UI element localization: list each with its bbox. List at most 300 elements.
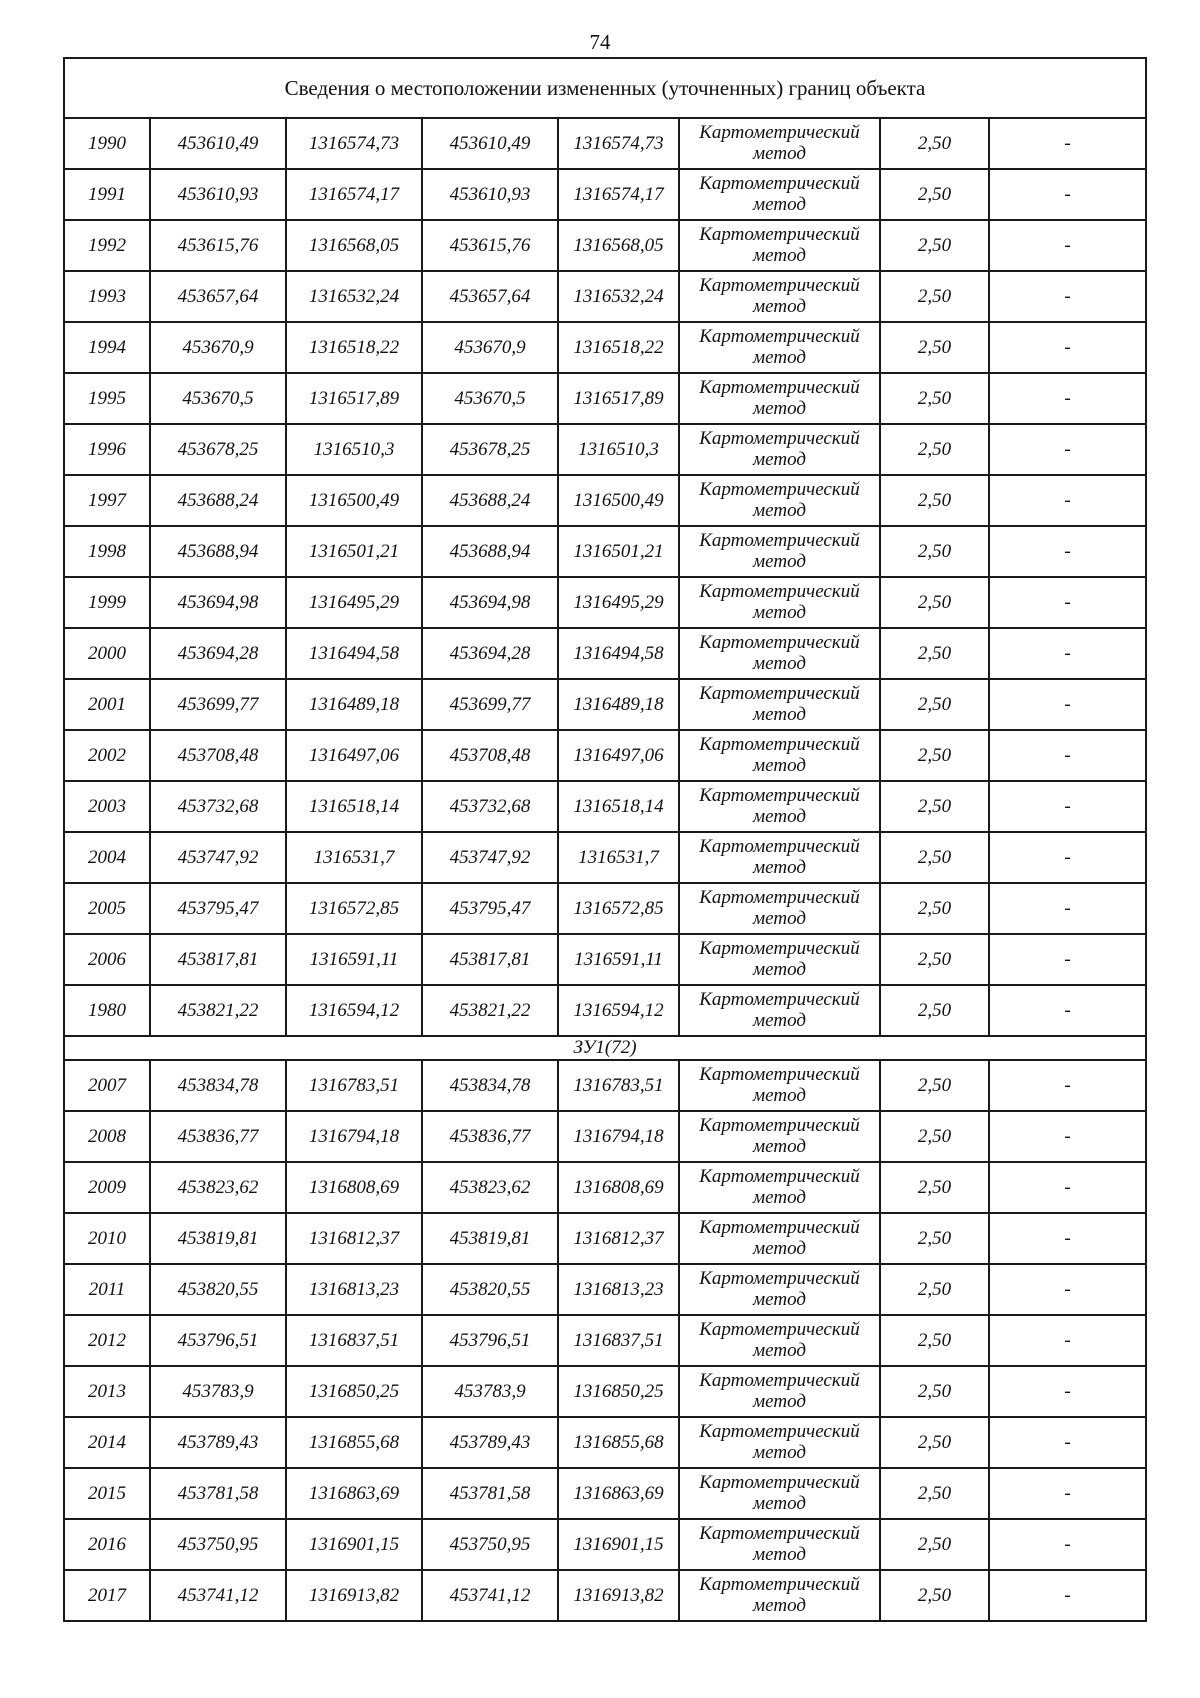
accuracy-cell: 2,50 <box>880 730 989 781</box>
method-line-2: метод <box>753 142 806 164</box>
method-line-2: метод <box>753 550 806 572</box>
point-number-cell: 2002 <box>64 730 150 781</box>
x-refined-cell: 453678,25 <box>422 424 558 475</box>
method-line-1: Картометрический <box>699 1420 860 1442</box>
method-line-2: метод <box>753 1009 806 1031</box>
method-cell <box>679 322 880 373</box>
x-refined-cell: 453750,95 <box>422 1519 558 1570</box>
x-existing-cell: 453688,94 <box>150 526 286 577</box>
method-cell <box>679 883 880 934</box>
x-refined-cell: 453610,93 <box>422 169 558 220</box>
y-refined-cell: 1316837,51 <box>558 1315 679 1366</box>
y-existing-cell: 1316568,05 <box>286 220 422 271</box>
y-existing-cell: 1316517,89 <box>286 373 422 424</box>
x-refined-cell: 453820,55 <box>422 1264 558 1315</box>
accuracy-cell: 2,50 <box>880 934 989 985</box>
x-existing-cell: 453732,68 <box>150 781 286 832</box>
note-cell: - <box>989 1366 1146 1417</box>
method-line-1: Картометрический <box>699 1471 860 1493</box>
note-cell: - <box>989 220 1146 271</box>
table-row <box>64 628 1146 679</box>
method-line-2: метод <box>753 499 806 521</box>
method-line-2: метод <box>753 448 806 470</box>
y-existing-cell: 1316594,12 <box>286 985 422 1036</box>
accuracy-cell: 2,50 <box>880 475 989 526</box>
accuracy-cell: 2,50 <box>880 679 989 730</box>
method-cell <box>679 1060 880 1111</box>
point-number-cell: 2015 <box>64 1468 150 1519</box>
x-refined-cell: 453789,43 <box>422 1417 558 1468</box>
x-refined-cell: 453821,22 <box>422 985 558 1036</box>
y-existing-cell: 1316497,06 <box>286 730 422 781</box>
note-cell: - <box>989 424 1146 475</box>
method-line-2: метод <box>753 652 806 674</box>
method-cell <box>679 1468 880 1519</box>
table-title: Сведения о местоположении измененных (уточненных) границ объекта <box>64 58 1146 118</box>
method-line-2: метод <box>753 295 806 317</box>
note-cell: - <box>989 1315 1146 1366</box>
x-refined-cell: 453708,48 <box>422 730 558 781</box>
note-cell: - <box>989 1519 1146 1570</box>
table-row <box>64 1366 1146 1417</box>
method-line-1: Картометрический <box>699 325 860 347</box>
x-refined-cell: 453670,9 <box>422 322 558 373</box>
method-line-2: метод <box>753 244 806 266</box>
method-line-1: Картометрический <box>699 1573 860 1595</box>
x-refined-cell: 453615,76 <box>422 220 558 271</box>
method-line-1: Картометрический <box>699 937 860 959</box>
y-existing-cell: 1316531,7 <box>286 832 422 883</box>
x-existing-cell: 453694,28 <box>150 628 286 679</box>
method-cell <box>679 934 880 985</box>
y-refined-cell: 1316497,06 <box>558 730 679 781</box>
x-existing-cell: 453817,81 <box>150 934 286 985</box>
table-row <box>64 781 1146 832</box>
y-existing-cell: 1316510,3 <box>286 424 422 475</box>
method-line-1: Картометрический <box>699 1267 860 1289</box>
note-cell: - <box>989 679 1146 730</box>
point-number-cell: 2008 <box>64 1111 150 1162</box>
y-refined-cell: 1316489,18 <box>558 679 679 730</box>
y-refined-cell: 1316531,7 <box>558 832 679 883</box>
point-number-cell: 1990 <box>64 118 150 169</box>
y-refined-cell: 1316518,22 <box>558 322 679 373</box>
accuracy-cell: 2,50 <box>880 781 989 832</box>
accuracy-cell: 2,50 <box>880 1315 989 1366</box>
method-cell <box>679 1570 880 1621</box>
note-cell: - <box>989 883 1146 934</box>
x-existing-cell: 453708,48 <box>150 730 286 781</box>
method-line-2: метод <box>753 1594 806 1616</box>
x-refined-cell: 453741,12 <box>422 1570 558 1621</box>
note-cell: - <box>989 271 1146 322</box>
accuracy-cell: 2,50 <box>880 169 989 220</box>
point-number-cell: 2001 <box>64 679 150 730</box>
method-line-1: Картометрический <box>699 172 860 194</box>
method-line-2: метод <box>753 1135 806 1157</box>
method-line-1: Картометрический <box>699 1369 860 1391</box>
y-existing-cell: 1316855,68 <box>286 1417 422 1468</box>
y-refined-cell: 1316568,05 <box>558 220 679 271</box>
point-number-cell: 1999 <box>64 577 150 628</box>
method-cell <box>679 1111 880 1162</box>
x-existing-cell: 453795,47 <box>150 883 286 934</box>
y-existing-cell: 1316901,15 <box>286 1519 422 1570</box>
note-cell: - <box>989 1111 1146 1162</box>
page-number: 74 <box>589 30 611 54</box>
method-line-2: метод <box>753 703 806 725</box>
method-line-2: метод <box>753 1390 806 1412</box>
note-cell: - <box>989 985 1146 1036</box>
point-number-cell: 2017 <box>64 1570 150 1621</box>
section-label: ЗУ1(72) <box>64 1036 1146 1060</box>
method-line-1: Картометрический <box>699 733 860 755</box>
y-existing-cell: 1316494,58 <box>286 628 422 679</box>
y-existing-cell: 1316863,69 <box>286 1468 422 1519</box>
note-cell: - <box>989 832 1146 883</box>
method-cell <box>679 1519 880 1570</box>
method-line-2: метод <box>753 1492 806 1514</box>
y-refined-cell: 1316574,17 <box>558 169 679 220</box>
section-header-row <box>64 1036 1146 1060</box>
x-refined-cell: 453823,62 <box>422 1162 558 1213</box>
method-cell <box>679 118 880 169</box>
y-existing-cell: 1316500,49 <box>286 475 422 526</box>
y-existing-cell: 1316913,82 <box>286 1570 422 1621</box>
point-number-cell: 1993 <box>64 271 150 322</box>
table-row <box>64 1519 1146 1570</box>
table-row <box>64 1468 1146 1519</box>
x-existing-cell: 453694,98 <box>150 577 286 628</box>
x-existing-cell: 453747,92 <box>150 832 286 883</box>
note-cell: - <box>989 628 1146 679</box>
accuracy-cell: 2,50 <box>880 1111 989 1162</box>
note-cell: - <box>989 577 1146 628</box>
method-line-1: Картометрический <box>699 1318 860 1340</box>
x-refined-cell: 453796,51 <box>422 1315 558 1366</box>
note-cell: - <box>989 934 1146 985</box>
y-refined-cell: 1316850,25 <box>558 1366 679 1417</box>
accuracy-cell: 2,50 <box>880 832 989 883</box>
y-refined-cell: 1316783,51 <box>558 1060 679 1111</box>
x-refined-cell: 453836,77 <box>422 1111 558 1162</box>
x-refined-cell: 453688,94 <box>422 526 558 577</box>
table-row <box>64 526 1146 577</box>
y-refined-cell: 1316572,85 <box>558 883 679 934</box>
y-existing-cell: 1316574,17 <box>286 169 422 220</box>
accuracy-cell: 2,50 <box>880 1417 989 1468</box>
table-row <box>64 1264 1146 1315</box>
x-existing-cell: 453834,78 <box>150 1060 286 1111</box>
method-line-1: Картометрический <box>699 376 860 398</box>
table-body <box>64 58 1146 1621</box>
method-line-1: Картометрический <box>699 1165 860 1187</box>
method-cell <box>679 577 880 628</box>
method-line-1: Картометрический <box>699 1216 860 1238</box>
point-number-cell: 1980 <box>64 985 150 1036</box>
x-refined-cell: 453688,24 <box>422 475 558 526</box>
note-cell: - <box>989 1468 1146 1519</box>
y-existing-cell: 1316501,21 <box>286 526 422 577</box>
accuracy-cell: 2,50 <box>880 1519 989 1570</box>
point-number-cell: 1992 <box>64 220 150 271</box>
y-existing-cell: 1316518,14 <box>286 781 422 832</box>
x-existing-cell: 453610,49 <box>150 118 286 169</box>
table-row <box>64 169 1146 220</box>
x-existing-cell: 453670,9 <box>150 322 286 373</box>
method-cell <box>679 1366 880 1417</box>
method-cell <box>679 985 880 1036</box>
method-line-1: Картометрический <box>699 223 860 245</box>
accuracy-cell: 2,50 <box>880 1468 989 1519</box>
x-existing-cell: 453783,9 <box>150 1366 286 1417</box>
method-line-1: Картометрический <box>699 121 860 143</box>
x-existing-cell: 453781,58 <box>150 1468 286 1519</box>
x-existing-cell: 453657,64 <box>150 271 286 322</box>
x-existing-cell: 453836,77 <box>150 1111 286 1162</box>
table-row <box>64 1570 1146 1621</box>
y-refined-cell: 1316808,69 <box>558 1162 679 1213</box>
note-cell: - <box>989 526 1146 577</box>
accuracy-cell: 2,50 <box>880 526 989 577</box>
method-line-2: метод <box>753 907 806 929</box>
table-row <box>64 883 1146 934</box>
y-existing-cell: 1316489,18 <box>286 679 422 730</box>
y-refined-cell: 1316518,14 <box>558 781 679 832</box>
note-cell: - <box>989 1213 1146 1264</box>
y-existing-cell: 1316783,51 <box>286 1060 422 1111</box>
note-cell: - <box>989 118 1146 169</box>
y-existing-cell: 1316532,24 <box>286 271 422 322</box>
note-cell: - <box>989 1570 1146 1621</box>
table-row <box>64 1417 1146 1468</box>
method-cell <box>679 373 880 424</box>
method-line-1: Картометрический <box>699 835 860 857</box>
accuracy-cell: 2,50 <box>880 1366 989 1417</box>
method-line-2: метод <box>753 1543 806 1565</box>
note-cell: - <box>989 781 1146 832</box>
table-row <box>64 1213 1146 1264</box>
note-cell: - <box>989 1264 1146 1315</box>
table-row <box>64 1060 1146 1111</box>
table-row <box>64 679 1146 730</box>
table-title-row <box>64 58 1146 118</box>
method-line-2: метод <box>753 1288 806 1310</box>
method-cell <box>679 1315 880 1366</box>
point-number-cell: 2000 <box>64 628 150 679</box>
method-line-2: метод <box>753 193 806 215</box>
y-existing-cell: 1316572,85 <box>286 883 422 934</box>
method-line-2: метод <box>753 1186 806 1208</box>
accuracy-cell: 2,50 <box>880 373 989 424</box>
y-refined-cell: 1316495,29 <box>558 577 679 628</box>
table-row <box>64 118 1146 169</box>
x-refined-cell: 453670,5 <box>422 373 558 424</box>
table-row <box>64 577 1146 628</box>
table-row <box>64 271 1146 322</box>
coordinates-table <box>63 57 1147 1622</box>
x-existing-cell: 453789,43 <box>150 1417 286 1468</box>
x-existing-cell: 453821,22 <box>150 985 286 1036</box>
y-refined-cell: 1316901,15 <box>558 1519 679 1570</box>
x-refined-cell: 453657,64 <box>422 271 558 322</box>
note-cell: - <box>989 1060 1146 1111</box>
method-line-1: Картометрический <box>699 784 860 806</box>
y-existing-cell: 1316812,37 <box>286 1213 422 1264</box>
method-line-1: Картометрический <box>699 631 860 653</box>
table-row <box>64 424 1146 475</box>
method-cell <box>679 424 880 475</box>
y-refined-cell: 1316794,18 <box>558 1111 679 1162</box>
note-cell: - <box>989 730 1146 781</box>
method-line-1: Картометрический <box>699 529 860 551</box>
point-number-cell: 1998 <box>64 526 150 577</box>
accuracy-cell: 2,50 <box>880 322 989 373</box>
x-refined-cell: 453795,47 <box>422 883 558 934</box>
table-row <box>64 730 1146 781</box>
y-refined-cell: 1316855,68 <box>558 1417 679 1468</box>
method-cell <box>679 169 880 220</box>
y-existing-cell: 1316813,23 <box>286 1264 422 1315</box>
accuracy-cell: 2,50 <box>880 1570 989 1621</box>
point-number-cell: 1997 <box>64 475 150 526</box>
note-cell: - <box>989 1417 1146 1468</box>
method-line-2: метод <box>753 1339 806 1361</box>
y-existing-cell: 1316794,18 <box>286 1111 422 1162</box>
accuracy-cell: 2,50 <box>880 1264 989 1315</box>
point-number-cell: 2016 <box>64 1519 150 1570</box>
x-existing-cell: 453750,95 <box>150 1519 286 1570</box>
y-refined-cell: 1316501,21 <box>558 526 679 577</box>
note-cell: - <box>989 1162 1146 1213</box>
y-existing-cell: 1316837,51 <box>286 1315 422 1366</box>
note-cell: - <box>989 475 1146 526</box>
point-number-cell: 2003 <box>64 781 150 832</box>
table-row <box>64 322 1146 373</box>
y-refined-cell: 1316510,3 <box>558 424 679 475</box>
y-existing-cell: 1316850,25 <box>286 1366 422 1417</box>
point-number-cell: 2011 <box>64 1264 150 1315</box>
y-existing-cell: 1316518,22 <box>286 322 422 373</box>
point-number-cell: 1991 <box>64 169 150 220</box>
method-line-1: Картометрический <box>699 427 860 449</box>
method-cell <box>679 271 880 322</box>
accuracy-cell: 2,50 <box>880 883 989 934</box>
point-number-cell: 2012 <box>64 1315 150 1366</box>
y-refined-cell: 1316813,23 <box>558 1264 679 1315</box>
point-number-cell: 1996 <box>64 424 150 475</box>
method-line-2: метод <box>753 1441 806 1463</box>
table-row <box>64 934 1146 985</box>
y-refined-cell: 1316494,58 <box>558 628 679 679</box>
x-existing-cell: 453699,77 <box>150 679 286 730</box>
x-refined-cell: 453694,28 <box>422 628 558 679</box>
method-line-1: Картометрический <box>699 478 860 500</box>
x-existing-cell: 453610,93 <box>150 169 286 220</box>
method-line-1: Картометрический <box>699 1522 860 1544</box>
y-refined-cell: 1316594,12 <box>558 985 679 1036</box>
accuracy-cell: 2,50 <box>880 220 989 271</box>
x-existing-cell: 453796,51 <box>150 1315 286 1366</box>
accuracy-cell: 2,50 <box>880 1162 989 1213</box>
accuracy-cell: 2,50 <box>880 628 989 679</box>
accuracy-cell: 2,50 <box>880 424 989 475</box>
x-refined-cell: 453699,77 <box>422 679 558 730</box>
x-existing-cell: 453670,5 <box>150 373 286 424</box>
x-existing-cell: 453820,55 <box>150 1264 286 1315</box>
note-cell: - <box>989 373 1146 424</box>
x-existing-cell: 453678,25 <box>150 424 286 475</box>
y-refined-cell: 1316812,37 <box>558 1213 679 1264</box>
method-line-1: Картометрический <box>699 580 860 602</box>
table-row <box>64 985 1146 1036</box>
table-row <box>64 373 1146 424</box>
x-existing-cell: 453615,76 <box>150 220 286 271</box>
table-row <box>64 475 1146 526</box>
method-cell <box>679 1162 880 1213</box>
y-refined-cell: 1316500,49 <box>558 475 679 526</box>
y-refined-cell: 1316591,11 <box>558 934 679 985</box>
note-cell: - <box>989 322 1146 373</box>
x-refined-cell: 453732,68 <box>422 781 558 832</box>
method-line-2: метод <box>753 958 806 980</box>
method-cell <box>679 1213 880 1264</box>
method-cell <box>679 1264 880 1315</box>
method-line-1: Картометрический <box>699 274 860 296</box>
method-cell <box>679 832 880 883</box>
accuracy-cell: 2,50 <box>880 118 989 169</box>
point-number-cell: 1994 <box>64 322 150 373</box>
method-line-2: метод <box>753 397 806 419</box>
y-existing-cell: 1316591,11 <box>286 934 422 985</box>
method-line-2: метод <box>753 805 806 827</box>
table-row <box>64 1111 1146 1162</box>
method-line-2: метод <box>753 346 806 368</box>
accuracy-cell: 2,50 <box>880 271 989 322</box>
x-refined-cell: 453834,78 <box>422 1060 558 1111</box>
method-line-1: Картометрический <box>699 1114 860 1136</box>
method-line-2: метод <box>753 754 806 776</box>
accuracy-cell: 2,50 <box>880 985 989 1036</box>
method-cell <box>679 781 880 832</box>
point-number-cell: 2007 <box>64 1060 150 1111</box>
x-refined-cell: 453819,81 <box>422 1213 558 1264</box>
method-line-1: Картометрический <box>699 988 860 1010</box>
method-line-2: метод <box>753 601 806 623</box>
note-cell: - <box>989 169 1146 220</box>
x-refined-cell: 453747,92 <box>422 832 558 883</box>
y-existing-cell: 1316808,69 <box>286 1162 422 1213</box>
y-existing-cell: 1316495,29 <box>286 577 422 628</box>
point-number-cell: 2014 <box>64 1417 150 1468</box>
accuracy-cell: 2,50 <box>880 1060 989 1111</box>
point-number-cell: 2013 <box>64 1366 150 1417</box>
table-row <box>64 1162 1146 1213</box>
y-refined-cell: 1316574,73 <box>558 118 679 169</box>
method-line-1: Картометрический <box>699 1063 860 1085</box>
table-row <box>64 1315 1146 1366</box>
method-line-2: метод <box>753 1084 806 1106</box>
x-existing-cell: 453688,24 <box>150 475 286 526</box>
x-refined-cell: 453781,58 <box>422 1468 558 1519</box>
point-number-cell: 2004 <box>64 832 150 883</box>
x-existing-cell: 453741,12 <box>150 1570 286 1621</box>
method-cell <box>679 475 880 526</box>
y-refined-cell: 1316863,69 <box>558 1468 679 1519</box>
method-cell <box>679 1417 880 1468</box>
point-number-cell: 2010 <box>64 1213 150 1264</box>
x-existing-cell: 453823,62 <box>150 1162 286 1213</box>
